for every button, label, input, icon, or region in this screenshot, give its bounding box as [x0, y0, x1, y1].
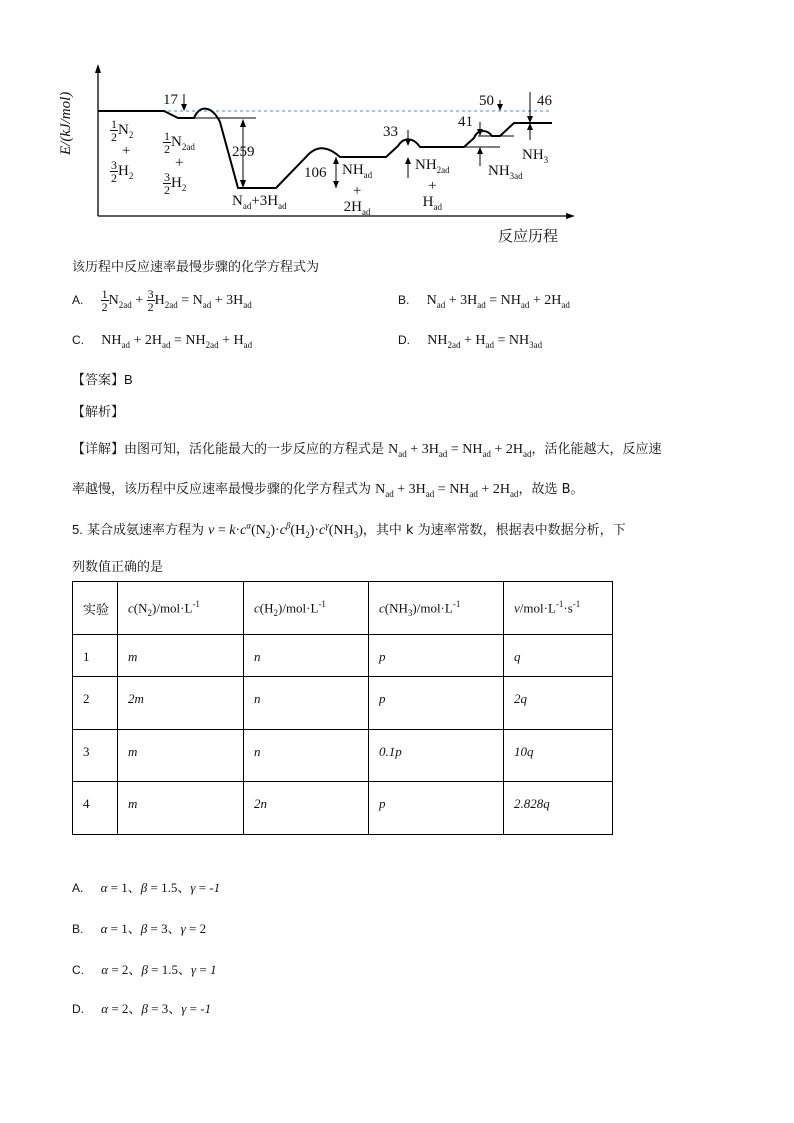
species-nhad-2had: $NH_{ad}$ + $2H_{ad}$ [342, 162, 373, 217]
q5-stem-line-1: 5. 某合成氨速率方程为 $v = k\cdot c^\alpha(N_2)\cdot c^\beta(H_2)\cdot c^\gamma(NH_3)$，其中 k 为速率常数，根据表中数据分析，下 [72, 520, 626, 540]
table-header-row [73, 582, 613, 635]
energy-value-50: 50 [479, 93, 494, 109]
q4-answer: 【答案】B [72, 372, 133, 388]
q4-option-c[interactable]: C. $NH_{ad} + 2H_{ad} = NH_{2ad} + H_{ad}$ [72, 333, 253, 350]
q4-detail-line-2: 率越慢，该历程中反应速率最慢步骤的化学方程式为 $N_{ad} + 3H_{ad} = NH_{ad} + 2H_{ad}$，故选 B。 [72, 482, 584, 499]
energy-value-259: 259 [232, 144, 255, 160]
header-c-h2: $c(H_2)/mol\cdot L^{-1}$ [244, 582, 369, 635]
header-experiment: 实验 [73, 582, 118, 635]
table-row: 2 2m n p 2q [73, 677, 613, 730]
q4-option-d[interactable]: D. $NH_{2ad} + H_{ad} = NH_{3ad}$ [398, 333, 543, 350]
q5-option-d[interactable]: D. α = 2、β = 3、γ = -1 [72, 1001, 212, 1017]
energy-value-17: 17 [163, 92, 178, 108]
species-nh3: $NH_3$ [522, 147, 549, 165]
species-nh3ad: $NH_{3ad}$ [488, 163, 523, 181]
energy-value-46: 46 [537, 93, 552, 109]
q4-analysis-tag: 【解析】 [72, 405, 125, 420]
table-row: 3 m n 0.1p 10q [73, 730, 613, 782]
header-c-nh3: $c(NH_3)/mol\cdot L^{-1}$ [369, 582, 504, 635]
table-row: 4 m 2n p 2.828q [73, 782, 613, 835]
species-nh2ad-had: $NH_{2ad}$ + $H_{ad}$ [415, 157, 450, 212]
energy-value-41: 41 [458, 114, 473, 130]
energy-diagram [0, 0, 794, 250]
energy-value-33: 33 [383, 124, 398, 140]
q5-option-b[interactable]: B. α = 1、β = 3、γ = 2 [72, 921, 207, 937]
q5-option-c[interactable]: C. α = 2、β = 1.5、γ = 1 [72, 962, 217, 978]
table-row: 1 m n p q [73, 635, 613, 677]
species-n2-h2: $\frac{1}{2}$ $N_2$ + $\frac{3}{2}$ $H_2$ [111, 117, 134, 185]
x-axis-label: 反应历程 [498, 227, 559, 245]
q4-option-a[interactable]: A. $\frac{1}{2}$ $N_{2ad}$ + $\frac{3}{2}$ $H_{2ad} = N_{ad} + 3H_{ad}$ [72, 287, 252, 314]
species-nad-3had: $N_{ad}+3H_{ad}$ [232, 193, 287, 211]
q4-option-b[interactable]: B. $N_{ad} + 3H_{ad} = NH_{ad} + 2H_{ad}$ [398, 293, 570, 310]
header-v: $v/mol\cdot L^{-1}\cdot s^{-1}$ [504, 582, 613, 635]
q4-detail-line-1: 【详解】由图可知，活化能最大的一步反应的方程式是 $N_{ad} + 3H_{ad} = NH_{ad} + 2H_{ad}$，活化能越大，反应速 [72, 442, 662, 459]
header-c-n2: $c(N_2)/mol\cdot L^{-1}$ [118, 582, 244, 635]
energy-value-106: 106 [304, 165, 327, 181]
q4-stem: 该历程中反应速率最慢步骤的化学方程式为 [72, 260, 320, 275]
species-n2ad-h2: $\frac{1}{2}$ $N_{2ad}$ + $\frac{3}{2}$ $H_2$ [164, 129, 195, 197]
q5-data-table [72, 581, 613, 835]
y-axis-label: E/(kJ/mol) [58, 91, 74, 155]
q5-option-a[interactable]: A. α = 1、β = 1.5、γ = -1 [72, 880, 221, 896]
q5-stem-line-2: 列数值正确的是 [72, 560, 164, 575]
